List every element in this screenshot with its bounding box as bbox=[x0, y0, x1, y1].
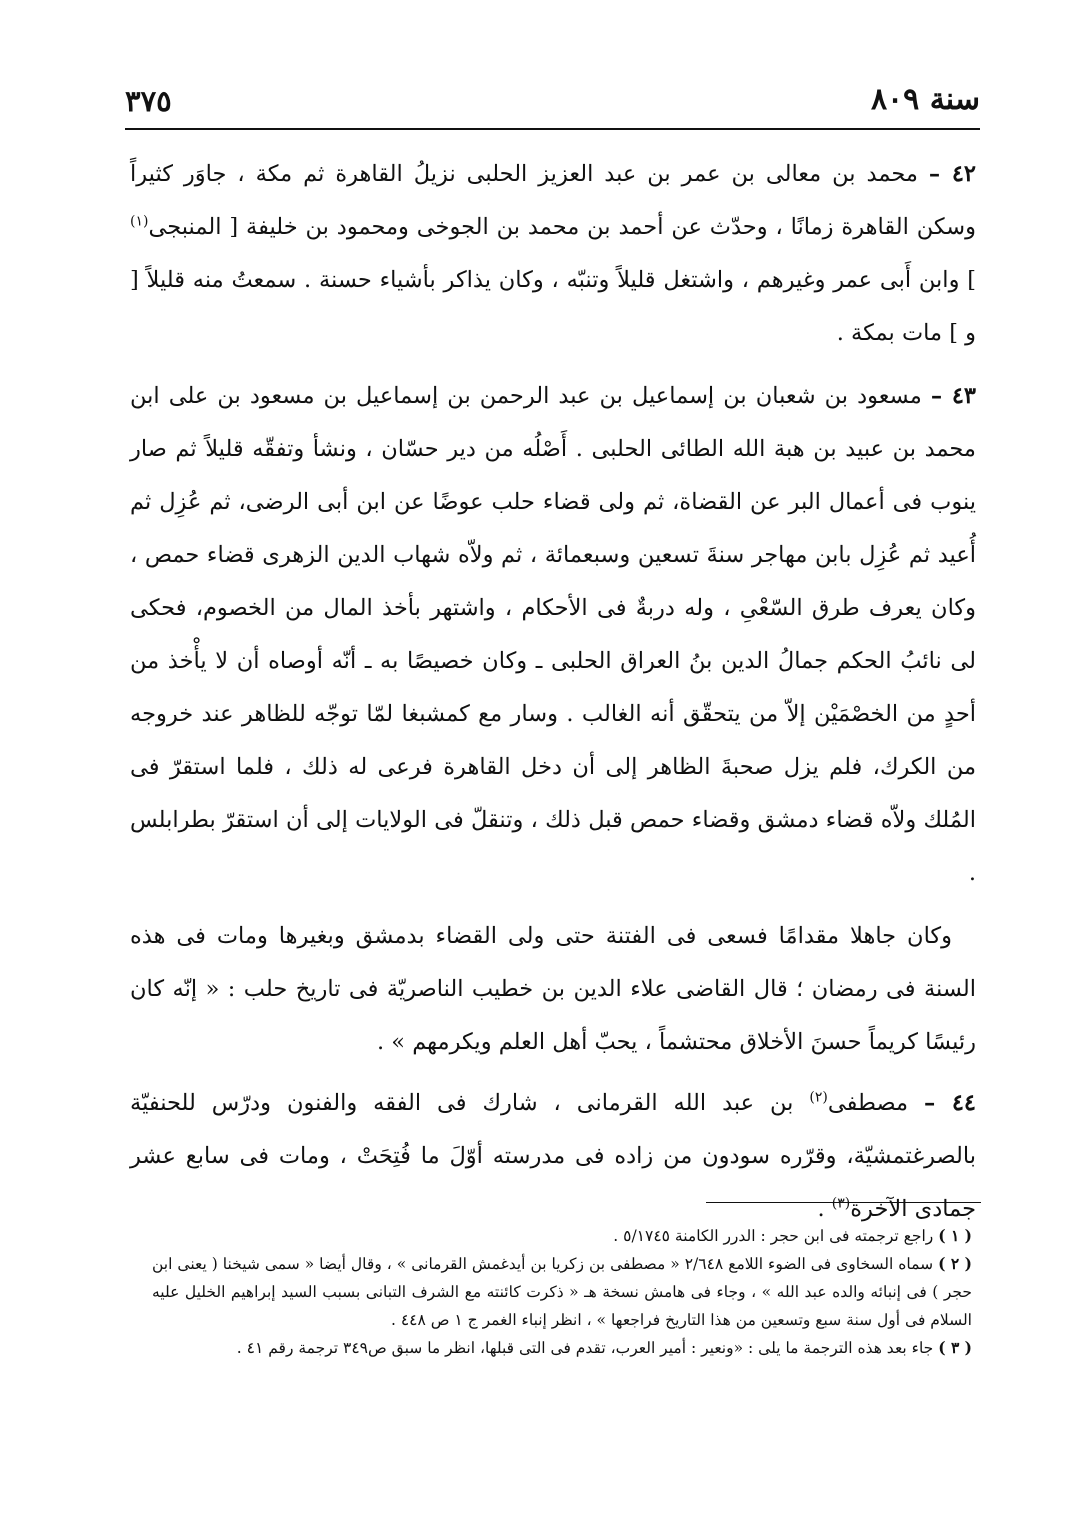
entry-text: بن عبد الله القرمانى ، شارك فى الفقه والفنون ودرّس للحنفيّة بالصرغتمشيّة، وقرّره سودون من زاده فى مدرسته أوّلَ ما فُتِحَتْ ، ومات فى سابع عشر جمادى الآخرة bbox=[130, 1090, 976, 1222]
entry-43 bbox=[130, 370, 976, 900]
footnote-number: ( ٢ ) bbox=[938, 1254, 972, 1273]
entry-number: ٤٤ – bbox=[923, 1090, 977, 1116]
page-number: ٣٧٥ bbox=[125, 84, 172, 118]
footnote-text: راجع ترجمته فى ابن حجر : الدرر الكامنة ٥/١٧٤٥ . bbox=[613, 1227, 934, 1245]
footnote-ref-1: (١) bbox=[130, 213, 149, 230]
header-divider bbox=[125, 128, 980, 130]
footnotes bbox=[152, 1222, 972, 1362]
header-year-title: سنة ٨٠٩ bbox=[870, 82, 980, 117]
entry-text: محمد بن معالى بن عمر بن عبد العزيز الحلبى نزيلُ القاهرة ثم مكة ، جاوَر كثيراً وسكن القاهرة زمانًا ، وحدّث عن أحمد بن محمد بن الجوخى ومحمود بن خليفة [ المنبجى bbox=[130, 161, 977, 240]
footnote-3 bbox=[152, 1334, 972, 1362]
entry-44 bbox=[130, 1077, 976, 1236]
entry-text: مسعود بن شعبان بن إسماعيل بن عبد الرحمن بن إسماعيل بن مسعود بن على ابن محمد بن عبيد بن هبة الله الطائى الحلبى . أَصْلُه من دير حسّان ، ونشأ وتفقّه قليلاً ثم صار ينوب فى أعمال البر عن القضاة، ثم ولى قضاء حلب عوضًا عن ابن أبى الرضى، ثم عُزِل ثم أُعيد ثم عُزِل بابن مهاجر سنةَ تسعين وسبعمائة ، ثم ولاّه شهاب الدين الزهرى قضاء حمص ، وكان يعرف طرق السّعْىِ ، وله دربةٌ فى الأحكام ، واشتهر بأخذ المال من الخصوم، فحكى لى نائبُ الحكم جمالُ الدين بنُ العراق الحلبى ـ وكان خصيصًا به ـ أنّه أوصاه أن لا يأْخذ من أحدٍ من الخصْمَيْن إلاّ من يتحقّق أنه الغالب . وسار مع كمشبغا لمّا توجّه للظاهر عند خروجه من الكرك، فلم يزل صحبةَ الظاهر إلى أن دخل القاهرة فرعى له ذلك ، فلما استقرّ فى المُلك ولاّه قضاء دمشق وقضاء حمص قبل ذلك ، وتنقلّ فى الولايات إلى أن استقرّ بطرابلس . bbox=[130, 383, 977, 886]
main-text bbox=[130, 148, 976, 1246]
footnote-number: ( ٣ ) bbox=[938, 1338, 972, 1357]
footnote-ref-3: (٣) bbox=[831, 1195, 851, 1212]
entry-43-continuation: وكان جاهلا مقدامًا فسعى فى الفتنة حتى ولى القضاء بدمشق وبغيرها ومات فى هذه السنة فى رمضان ؛ قال القاضى علاء الدين بن خطيب الناصريّة فى تاريخ حلب : « إنّه كان رئيسًا كريماً حسنَ الأخلاق محتشماً ، يحبّ أهل العلم ويكرمهم » . bbox=[130, 923, 976, 1055]
entry-text: ] وابن أَبى عمر وغيرهم ، واشتغل قليلاً وتنبّه ، وكان يذاكر بأشياء حسنة . سمعتُ منه قليلاً [ و ] مات بمكة . bbox=[130, 267, 976, 346]
entry-number: ٤٣ – bbox=[930, 383, 977, 409]
entry-42 bbox=[130, 148, 976, 360]
footnote-divider bbox=[706, 1202, 981, 1203]
running-header bbox=[125, 78, 980, 126]
footnote-number: ( ١ ) bbox=[938, 1226, 972, 1245]
entry-number: ٤٢ – bbox=[928, 161, 976, 187]
footnote-2 bbox=[152, 1250, 972, 1334]
entry-text: مصطفى bbox=[827, 1090, 909, 1116]
entry-text: . bbox=[817, 1196, 825, 1222]
footnote-ref-2: (٢) bbox=[809, 1089, 828, 1106]
footnote-text: سماه السخاوى فى الضوء اللامع ٢/٦٤٨ « مصطفى بن زكريا بن أيدغمش القرمانى » ، وقال أيضا « سمى شيخنا ( يعنى ابن حجر ) فى إنبائه والده عبد الله » ، وجاء فى هامش نسخة هـ « ذكرت كائنته مع الشرف التبانى بسبب السيد إبراهيم الخليل عليه السلام فى أول سنة سبع وتسعين من هذا التاريخ فراجعها » ، انظر إنباء الغمر ج ١ ص ٤٤٨ . bbox=[152, 1255, 972, 1329]
footnote-text: جاء بعد هذه الترجمة ما يلى : «ونعير : أمير العرب، تقدم فى التى قبلها، انظر ما سبق ص٣٤٩ ترجمة رقم ٤١ . bbox=[236, 1339, 934, 1357]
footnote-1 bbox=[152, 1222, 972, 1250]
